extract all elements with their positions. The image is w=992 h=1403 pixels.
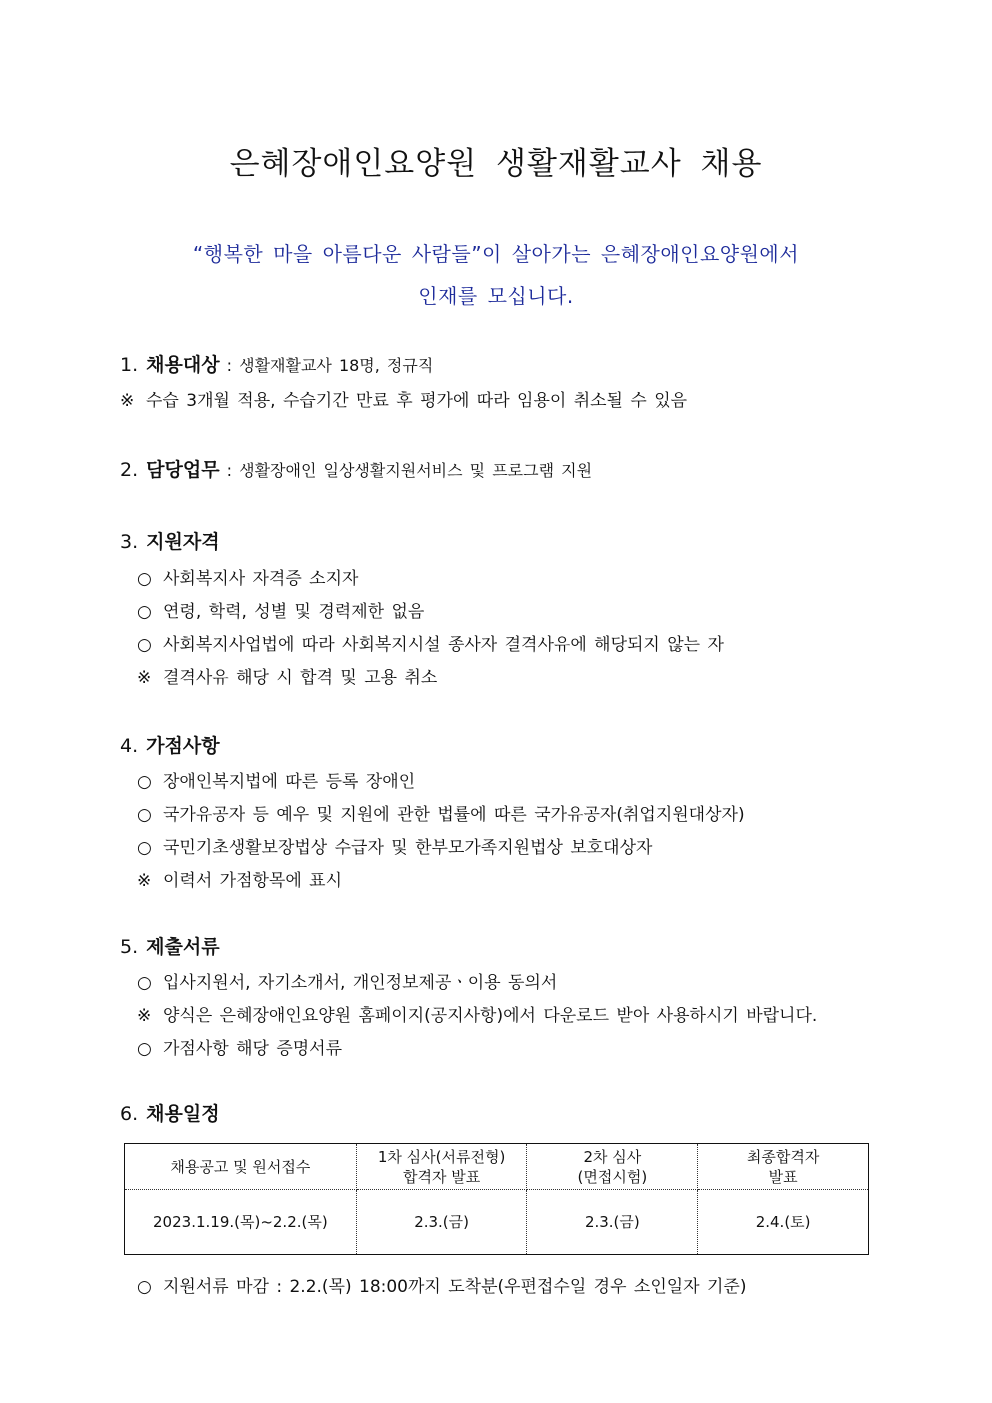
list-item-text: 사회복지사 자격증 소지자 [163,569,359,589]
table-header-row [125,1144,869,1190]
list-item [137,630,724,655]
list-item-text: 사회복지사업법에 따라 사회복지시설 종사자 결격사유에 해당되지 않는 자 [163,635,724,655]
deadline-note-text: 지원서류 마감 : 2.2.(목) 18:00까지 도착분(우편접수일 경우 소인일자 기준) [163,1277,747,1297]
list-item-text: 연령, 학력, 성별 및 경력제한 없음 [163,602,425,622]
section-1-number: 1. [120,354,139,376]
circle-bullet: ○ [137,1039,152,1059]
circle-bullet: ○ [137,805,152,825]
header-line: 1차 심사(서류전형) [377,1147,506,1166]
section-2-number: 2. [120,459,139,481]
list-item-text: 국민기초생활보장법상 수급자 및 한부모가족지원법상 보호대상자 [163,838,653,858]
circle-bullet: ○ [137,772,152,792]
table-header-cell [527,1144,698,1190]
section-1-note-text: 수습 3개월 적용, 수습기간 만료 후 평가에 따라 임용이 취소될 수 있음 [146,391,688,411]
list-item [137,564,358,589]
note-mark: ※ [137,668,152,688]
list-item [137,800,745,825]
list-item-text: 가점사항 해당 증명서류 [163,1039,343,1059]
list-item [137,767,415,792]
list-item-text: 국가유공자 등 예우 및 지원에 관한 법률에 따른 국가유공자(취업지원대상자) [163,805,745,825]
list-item-text: 양식은 은혜장애인요양원 홈페이지(공지사항)에서 다운로드 받아 사용하시기 바랍니다. [163,1006,818,1026]
list-item [137,866,342,891]
table-cell: 2.4.(토) [755,1213,811,1231]
section-6-heading [120,1099,220,1126]
section-4-heading [120,731,220,758]
table-header-cell [698,1144,869,1190]
circle-bullet: ○ [137,635,152,655]
list-item-text: 이력서 가점항목에 표시 [163,871,343,891]
section-5-number: 5. [120,936,139,958]
circle-bullet: ○ [137,602,152,622]
header-line: 발표 [768,1167,798,1186]
section-1-title: 채용대상 [146,354,220,376]
table-cell: 2023.1.19.(목)~2.2.(목) [125,1190,357,1255]
header-line: 채용공고 및 원서접수 [170,1157,311,1176]
section-2-title: 담당업무 [146,459,220,481]
list-item [137,597,424,622]
table-row [125,1190,869,1255]
section-5-heading [120,932,220,959]
note-mark: ※ [137,871,152,891]
table-header-cell [356,1144,527,1190]
section-1-note [120,386,687,411]
list-item-text: 결격사유 해당 시 합격 및 고용 취소 [163,668,438,688]
list-item [137,1001,817,1026]
circle-bullet: ○ [137,973,152,993]
slogan-line-1: “행복한 마을 아름다운 사람들”이 살아가는 은혜장애인요양원에서 [192,242,800,266]
header-line: 최종합격자 [746,1147,820,1166]
deadline-note [137,1272,746,1297]
note-mark: ※ [120,391,135,411]
slogan-line-2: 인재를 모십니다. [418,284,574,308]
header-line: 합격자 발표 [403,1167,481,1186]
section-4-number: 4. [120,735,139,757]
section-1-heading [120,350,433,377]
section-6-number: 6. [120,1103,139,1125]
header-line: 2차 심사 [583,1147,642,1166]
section-2-desc: : 생활장애인 일상생활지원서비스 및 프로그램 지원 [219,461,593,480]
list-item [137,833,652,858]
list-item [137,663,437,688]
section-3-title: 지원자격 [146,531,220,553]
schedule-table [124,1143,869,1255]
page-title: 은혜장애인요양원 생활재활교사 채용 [229,146,763,182]
section-2-heading [120,455,592,482]
table-cell: 2.3.(금) [356,1190,527,1255]
section-6-title: 채용일정 [146,1103,220,1125]
circle-bullet: ○ [137,838,152,858]
header-line: (면접시험) [577,1167,648,1186]
table-header-cell [125,1144,357,1190]
list-item-text: 입사지원서, 자기소개서, 개인정보제공ㆍ이용 동의서 [163,973,558,993]
circle-bullet: ○ [137,569,152,589]
list-item-text: 장애인복지법에 따른 등록 장애인 [163,772,416,792]
circle-bullet: ○ [137,1277,152,1297]
note-mark: ※ [137,1006,152,1026]
section-1-desc: : 생활재활교사 18명, 정규직 [219,356,434,375]
section-3-heading [120,527,220,554]
section-5-title: 제출서류 [146,936,220,958]
table-cell: 2.3.(금) [527,1190,698,1255]
list-item [137,1034,342,1059]
list-item [137,968,557,993]
section-3-number: 3. [120,531,139,553]
section-4-title: 가점사항 [146,735,220,757]
